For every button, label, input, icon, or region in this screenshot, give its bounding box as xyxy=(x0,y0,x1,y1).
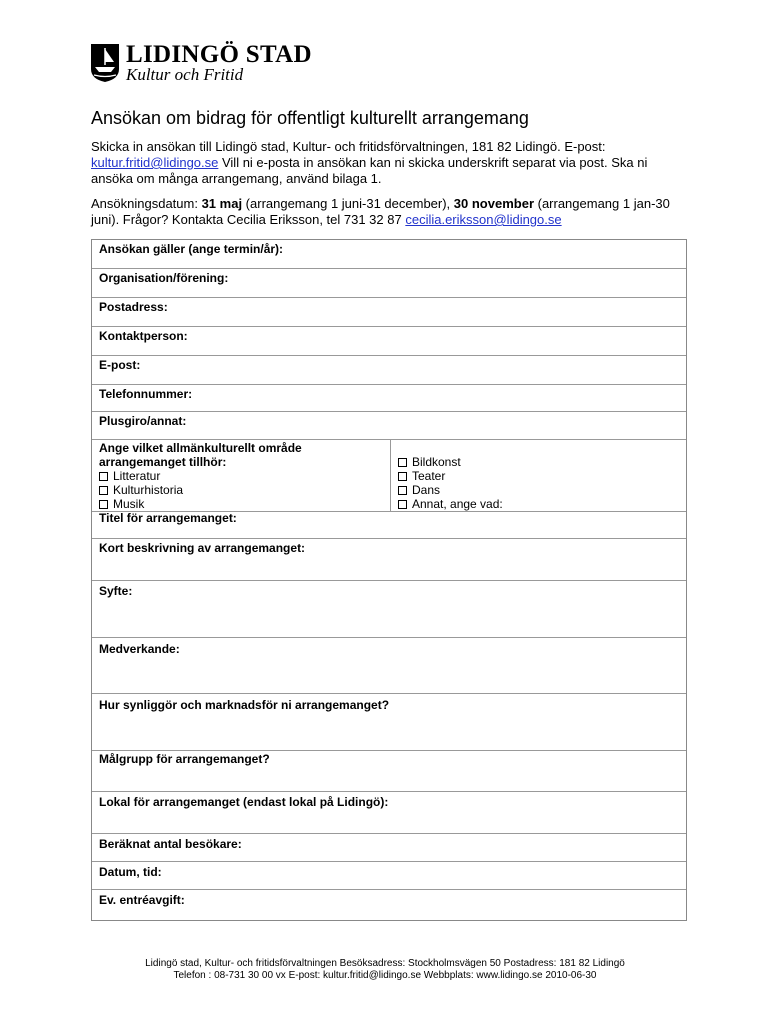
titel-label: Titel för arrangemanget: xyxy=(99,511,237,525)
epost-field[interactable] xyxy=(92,356,686,385)
application-form xyxy=(91,239,687,921)
organisation-field[interactable] xyxy=(92,269,686,298)
checkbox-icon[interactable] xyxy=(398,486,407,495)
besokare-field[interactable] xyxy=(92,834,686,862)
postadress-label: Postadress: xyxy=(99,300,168,314)
footer-line-1: Lidingö stad, Kultur- och fritidsförvaltningen Besöksadress: Stockholmsvägen 50 Postadress: 181 82 Lidingö xyxy=(145,958,625,969)
checkbox-icon[interactable] xyxy=(398,500,407,509)
entreavgift-label: Ev. entréavgift: xyxy=(99,893,185,907)
datum-label: Datum, tid: xyxy=(99,865,162,879)
option-label: Annat, ange vad: xyxy=(412,497,503,511)
area-label-1: Ange vilket allmänkulturellt område xyxy=(99,441,302,455)
option-annat[interactable] xyxy=(398,497,503,511)
syfte-field[interactable] xyxy=(92,581,686,638)
intro-text-2: Vill ni e-posta in ansökan kan ni skicka underskrift separat via post. Ska ni ansöka om många arrangemang, använd bilaga 1. xyxy=(91,155,648,186)
option-dans[interactable] xyxy=(398,483,503,497)
area-left-column xyxy=(99,441,302,511)
checkbox-icon[interactable] xyxy=(398,472,407,481)
beskrivning-label: Kort beskrivning av arrangemanget: xyxy=(99,541,306,555)
intro-email-link[interactable]: kultur.fritid@lidingo.se xyxy=(91,155,219,170)
contact-email-link[interactable]: cecilia.eriksson@lidingo.se xyxy=(405,212,562,227)
titel-field[interactable] xyxy=(92,512,686,539)
dates-text-2: (arrangemang 1 jan-30 juni). Frågor? Kontakta Cecilia Eriksson, tel 731 32 87 xyxy=(91,196,670,227)
cultural-area-section xyxy=(92,440,686,511)
option-label: Dans xyxy=(412,483,441,497)
entreavgift-field[interactable] xyxy=(92,890,686,920)
intro-paragraph xyxy=(91,139,691,187)
logo-name: LIDINGÖ STAD xyxy=(126,41,312,68)
option-label: Kulturhistoria xyxy=(113,483,184,497)
option-label: Musik xyxy=(113,497,145,511)
option-teater[interactable] xyxy=(398,469,503,483)
besokare-label: Beräknat antal besökare: xyxy=(99,837,242,851)
viking-ship-emblem-icon xyxy=(90,43,120,83)
option-bildkonst[interactable] xyxy=(398,455,503,469)
postadress-field[interactable] xyxy=(92,298,686,327)
lokal-field[interactable] xyxy=(92,792,686,834)
logo xyxy=(90,43,310,88)
checkbox-icon[interactable] xyxy=(99,500,108,509)
footer-line-2: Telefon : 08-731 30 00 vx E-post: kultur.fritid@lidingo.se Webbplats: www.lidingo.se 2010-06-30 xyxy=(173,970,597,981)
intro-text-1: Skicka in ansökan till Lidingö stad, Kultur- och fritidsförvaltningen, 181 82 Lidingö. E-post: xyxy=(91,139,606,154)
checkbox-icon[interactable] xyxy=(99,486,108,495)
marknadsforing-field[interactable] xyxy=(92,694,686,751)
telefon-field[interactable] xyxy=(92,385,686,412)
kontaktperson-label: Kontaktperson: xyxy=(99,329,188,343)
application-dates-paragraph xyxy=(91,196,691,228)
termin-field[interactable] xyxy=(92,240,686,269)
option-label: Litteratur xyxy=(113,469,161,483)
datum-field[interactable] xyxy=(92,862,686,890)
termin-label: Ansökan gäller (ange termin/år): xyxy=(99,242,284,256)
kontaktperson-field[interactable] xyxy=(92,327,686,356)
option-litteratur[interactable] xyxy=(99,469,302,483)
logo-subtitle: Kultur och Fritid xyxy=(126,65,244,84)
lokal-label: Lokal för arrangemanget (endast lokal på Lidingö): xyxy=(99,795,389,809)
malgrupp-field[interactable] xyxy=(92,751,686,792)
epost-label: E-post: xyxy=(99,358,141,372)
marknadsforing-label: Hur synliggör och marknadsför ni arrangemanget? xyxy=(99,698,390,712)
checkbox-icon[interactable] xyxy=(398,458,407,467)
option-label: Bildkonst xyxy=(412,455,461,469)
area-divider xyxy=(390,440,391,511)
syfte-label: Syfte: xyxy=(99,584,133,598)
medverkande-field[interactable] xyxy=(92,638,686,694)
option-kulturhistoria[interactable] xyxy=(99,483,302,497)
page-title: Ansökan om bidrag för offentligt kulturellt arrangemang xyxy=(91,108,529,128)
plusgiro-field[interactable] xyxy=(92,412,686,440)
plusgiro-label: Plusgiro/annat: xyxy=(99,414,187,428)
dates-label: Ansökningsdatum: xyxy=(91,196,202,211)
telefon-label: Telefonnummer: xyxy=(99,387,193,401)
beskrivning-field[interactable] xyxy=(92,539,686,581)
deadline-2: 30 november xyxy=(453,196,534,211)
option-musik[interactable] xyxy=(99,497,302,511)
dates-text-1: (arrangemang 1 juni-31 december), xyxy=(242,196,454,211)
option-label: Teater xyxy=(412,469,446,483)
area-right-column xyxy=(398,455,503,511)
deadline-1: 31 maj xyxy=(201,196,243,211)
malgrupp-label: Målgrupp för arrangemanget? xyxy=(99,752,270,766)
organisation-label: Organisation/förening: xyxy=(99,271,229,285)
checkbox-icon[interactable] xyxy=(99,472,108,481)
medverkande-label: Medverkande: xyxy=(99,642,180,656)
area-label-2: arrangemanget tillhör: xyxy=(99,455,227,469)
